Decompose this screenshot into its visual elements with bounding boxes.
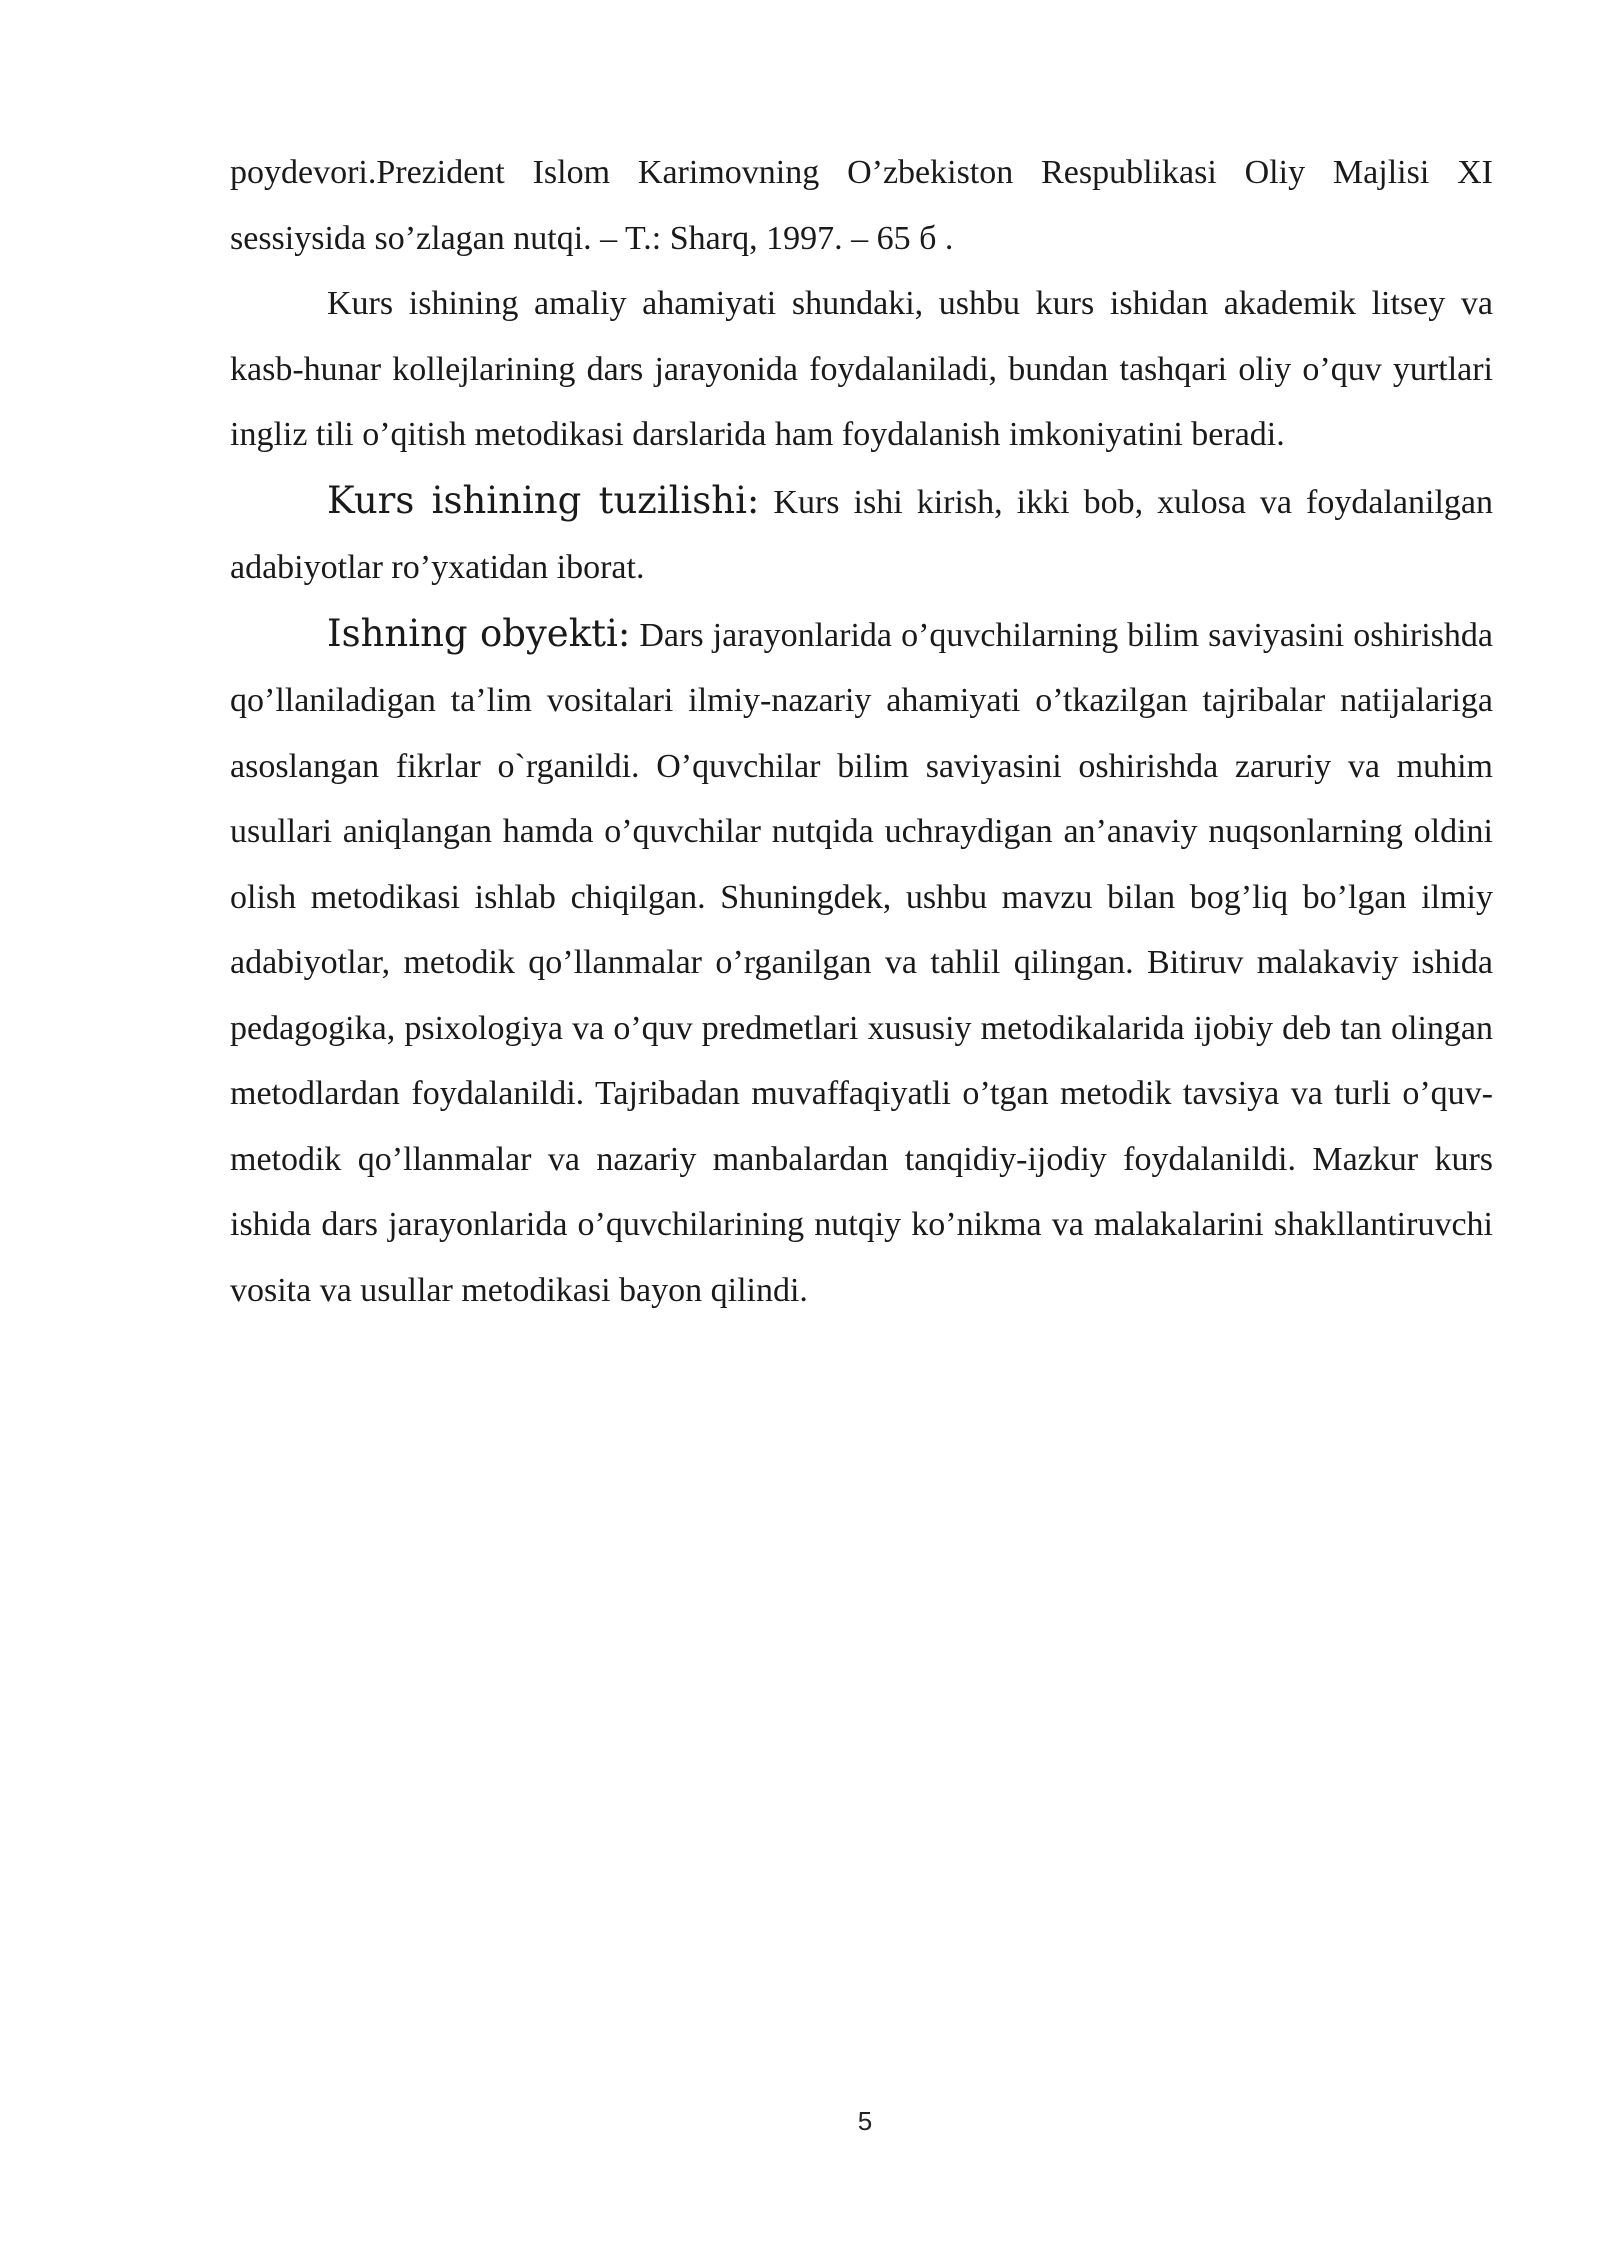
document-page bbox=[230, 140, 1493, 1323]
page-number: 5 bbox=[857, 2106, 873, 2136]
paragraph-practical-significance: Kurs ishining amaliy ahamiyati shundaki, ushbu kurs ishidan akademik litsey va kasb-hunar kollejlarining dars jarayonida foydalaniladi, bundan tashqari oliy o’quv yurtlari ingliz tili o’qitish metodikasi darslarida ham foydalanish imkoniyatini beradi. bbox=[230, 285, 1493, 453]
course-structure-heading: Kurs ishining tuzilishi: bbox=[327, 478, 760, 522]
course-structure-text: Kurs ishi kirish, ikki bob, xulosa va foydalanilgan adabiyotlar ro’yxatidan iborat. bbox=[230, 483, 1493, 586]
paragraph-course-structure bbox=[230, 468, 1493, 601]
paragraph-reference-continuation: poydevori.Prezident Islom Karimovning O’zbekiston Respublikasi Oliy Majlisi XI sessiysida so’zlagan nutqi. – T.: Sharq, 1997. – 65 б . bbox=[230, 154, 1493, 257]
work-object-heading: Ishning obyekti: bbox=[327, 611, 631, 655]
paragraph-work-object bbox=[230, 601, 1493, 1324]
work-object-text: Dars jarayonlarida o’quvchilarning bilim saviyasini oshirishda qo’llaniladigan ta’lim vositalari ilmiy-nazariy ahamiyati o’tkazilgan tajribalar natijalariga asoslangan fikrlar o`rganildi. O’quvchilar bilim saviyasini oshirishda zaruriy va muhim usullari aniqlangan hamda o’quvchilar nutqida uchraydigan an’anaviy nuqsonlarning oldini olish metodikasi ishlab chiqilgan. Shuningdek, ushbu mavzu bilan bog’liq bo’lgan ilmiy adabiyotlar, metodik qo’llanmalar o’rganilgan va tahlil qilingan. Bitiruv malakaviy ishida pedagogika, psixologiya va o’quv predmetlari xususiy metodikalarida ijobiy deb tan olingan metodlardan foydalanildi. Tajribadan muvaffaqiyatli o’tgan metodik tavsiya va turli o’quv-metodik qo’llanmalar va nazariy manbalardan tanqidiy-ijodiy foydalanildi. Mazkur kurs ishida dars jarayonlarida o’quvchilarining nutqiy ko’nikma va malakalarini shakllantiruvchi vosita va usullar metodikasi bayon qilindi. bbox=[230, 616, 1493, 1309]
